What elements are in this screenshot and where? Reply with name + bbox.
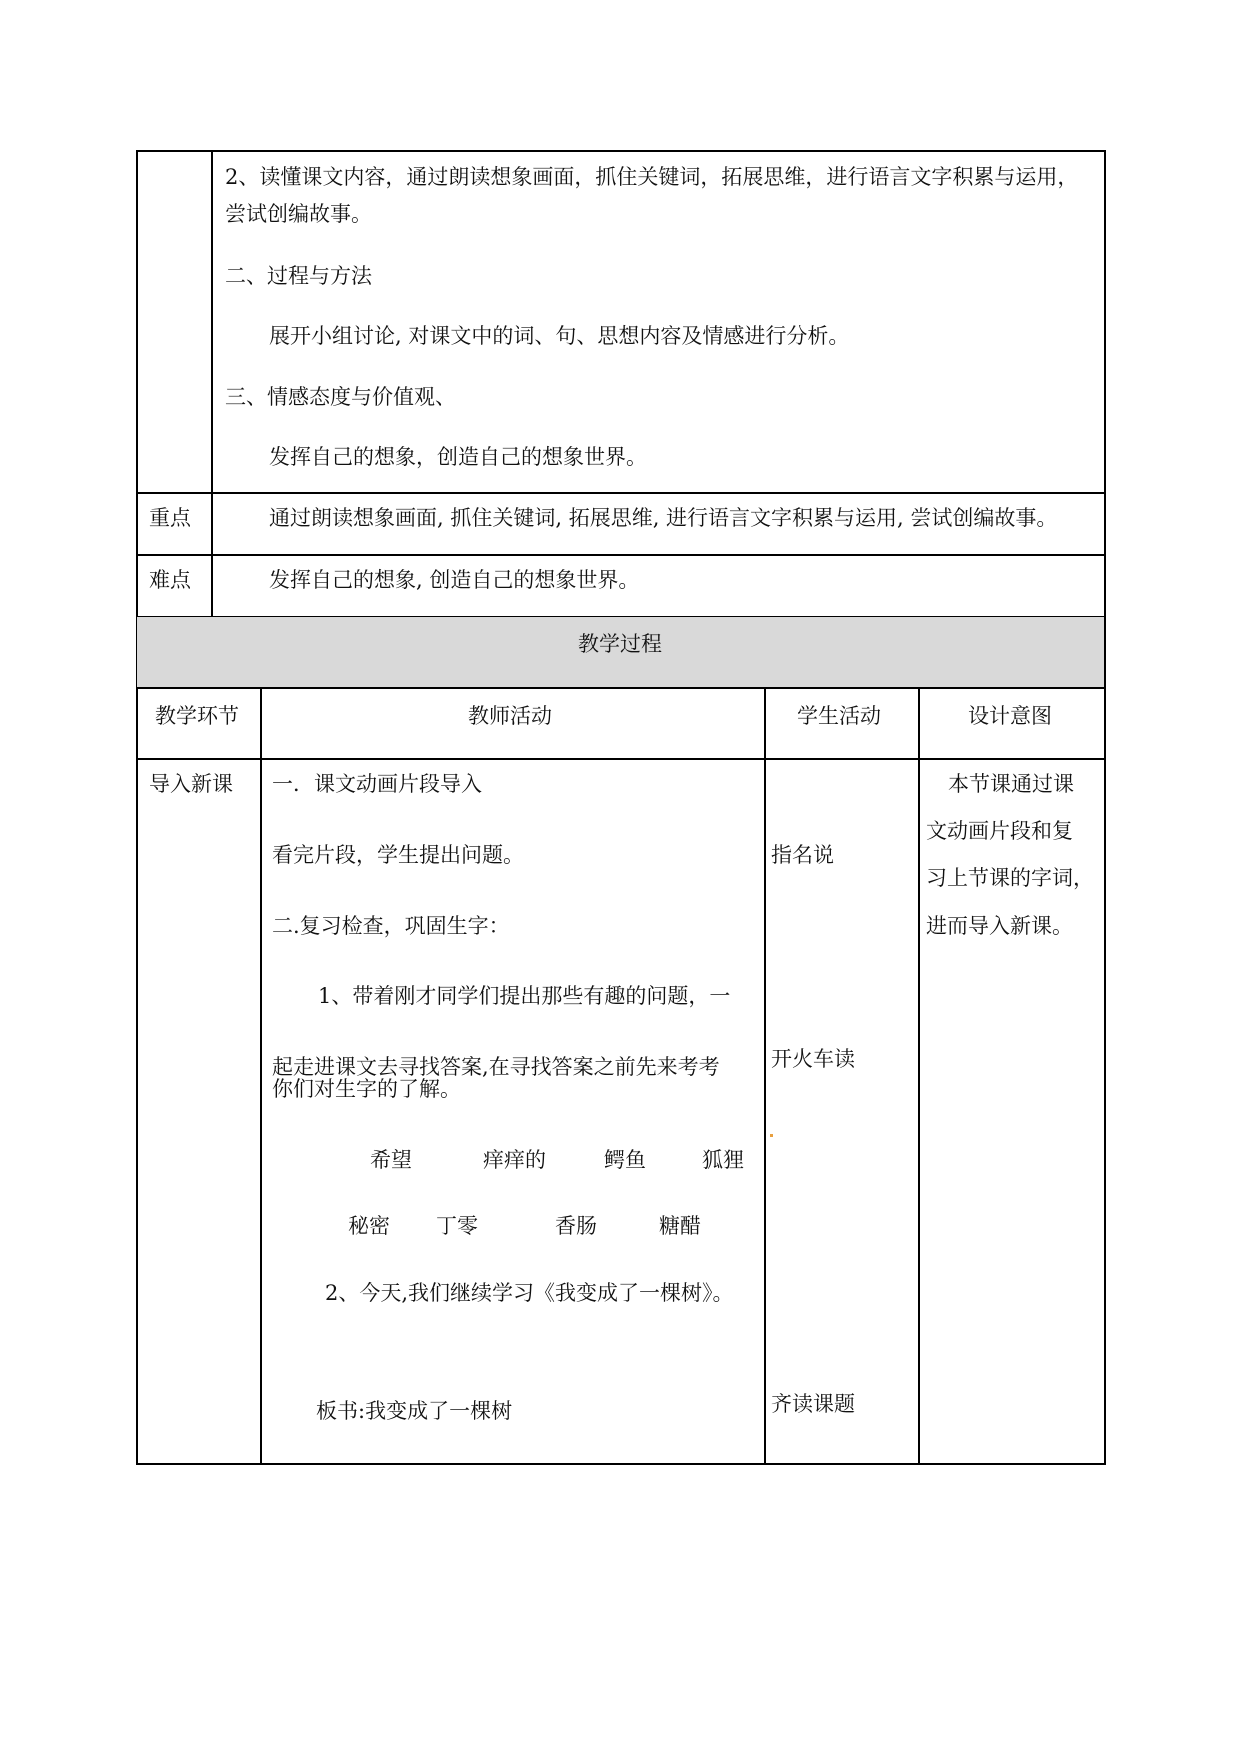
vocab-word: 糖醋 xyxy=(659,1214,701,1238)
table-left-border xyxy=(136,150,138,1464)
design-intent-line: 进而导入新课。 xyxy=(926,914,1073,938)
process-title: 教学过程 xyxy=(578,632,662,656)
difficulty-label: 难点 xyxy=(149,568,191,592)
student-column-divider xyxy=(918,687,920,1464)
vocab-word: 秘密 xyxy=(348,1214,390,1238)
design-intent-line: 文动画片段和复 xyxy=(926,819,1073,843)
difficulty-text: 发挥自己的想象, 创造自己的想象世界。 xyxy=(269,568,640,592)
vocab-word: 狐狸 xyxy=(702,1148,744,1172)
header-teacher-activity: 教师活动 xyxy=(468,704,552,728)
teacher-item2: 2、今天,我们继续学习《我变成了一棵树》。 xyxy=(325,1281,734,1305)
header-design-intent: 设计意图 xyxy=(968,704,1052,728)
section2-body: 展开小组讨论, 对课文中的词、句、思想内容及情感进行分析。 xyxy=(269,324,850,348)
vocab-word: 希望 xyxy=(370,1148,412,1172)
table-right-border xyxy=(1104,150,1106,1464)
header-stage: 教学环节 xyxy=(155,704,239,728)
student-activity: 指名说 xyxy=(771,843,834,867)
row-divider-objectives xyxy=(136,492,1106,494)
label-column-divider xyxy=(211,150,213,617)
board-writing: 板书:我变成了一棵树 xyxy=(316,1399,513,1423)
key-point-label: 重点 xyxy=(149,506,191,530)
stage-name: 导入新课 xyxy=(149,772,233,796)
vocab-word: 香肠 xyxy=(555,1214,597,1238)
table-top-border xyxy=(136,150,1106,152)
stage-column-divider xyxy=(260,687,262,1464)
objective-item2-line1: 2、读懂课文内容，通过朗读想象画面，抓住关键词，拓展思维，进行语言文字积累与运用， xyxy=(225,165,1079,189)
student-activity: 开火车读 xyxy=(771,1047,855,1071)
teacher-step1-note: 看完片段，学生提出问题。 xyxy=(272,843,524,867)
row-divider-headers xyxy=(136,758,1106,760)
row-divider-process-title xyxy=(136,687,1106,689)
teacher-item1-line3: 你们对生字的了解。 xyxy=(272,1077,461,1101)
key-point-text: 通过朗读想象画面, 抓住关键词, 拓展思维, 进行语言文字积累与运用, 尝试创编故事。 xyxy=(269,506,1058,530)
design-intent-line: 本节课通过课 xyxy=(948,772,1074,796)
student-activity: 齐读课题 xyxy=(771,1392,855,1416)
row-divider-key-point xyxy=(136,554,1106,556)
teacher-column-divider xyxy=(764,687,766,1464)
section2-title: 二、过程与方法 xyxy=(225,264,372,288)
objective-item2-line2: 尝试创编故事。 xyxy=(225,202,372,226)
teacher-step1: 一．课文动画片段导入 xyxy=(272,772,482,796)
header-student-activity: 学生活动 xyxy=(797,704,881,728)
section3-title: 三、情感态度与价值观、 xyxy=(225,385,456,409)
design-intent-line: 习上节课的字词， xyxy=(926,866,1094,890)
teacher-item1-line1: 1、带着刚才同学们提出那些有趣的问题，一 xyxy=(318,984,731,1008)
vocab-word: 丁零 xyxy=(436,1214,478,1238)
teacher-item1-line2: 起走进课文去寻找答案,在寻找答案之前先来考考 xyxy=(272,1055,720,1079)
section3-body: 发挥自己的想象，创造自己的想象世界。 xyxy=(269,445,647,469)
vocab-word: 鳄鱼 xyxy=(604,1148,646,1172)
table-bottom-border xyxy=(136,1463,1106,1465)
teacher-step2: 二.复习检查，巩固生字： xyxy=(272,914,510,938)
vocab-word: 痒痒的 xyxy=(483,1148,546,1172)
marker-dot xyxy=(770,1134,773,1137)
